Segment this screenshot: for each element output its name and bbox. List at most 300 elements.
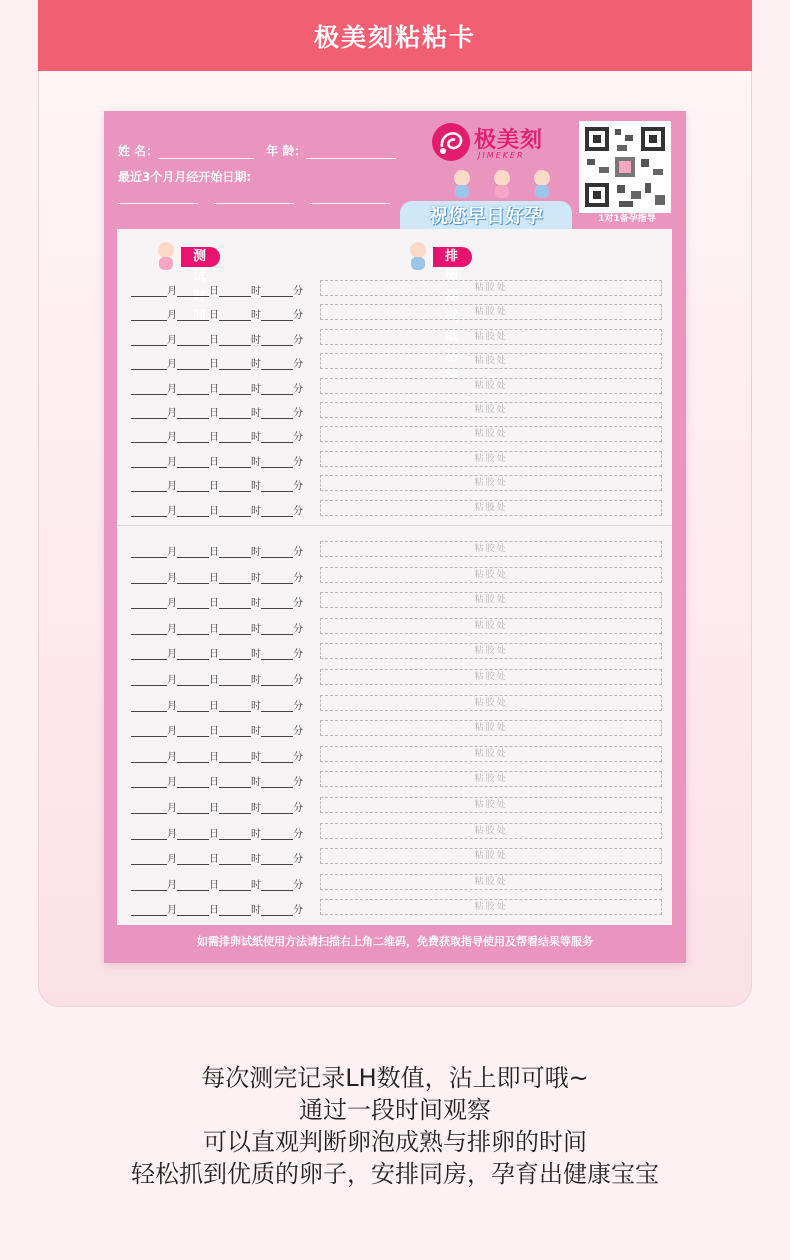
month-blank[interactable] <box>131 624 167 635</box>
month-unit: 月 <box>167 481 177 493</box>
baby-icon <box>153 241 179 271</box>
minute-blank[interactable] <box>261 286 293 297</box>
date-fill <box>131 476 303 492</box>
minute-unit: 分 <box>293 481 303 493</box>
paste-area[interactable]: 粘胶处 <box>320 567 662 583</box>
month-blank[interactable] <box>131 777 167 788</box>
hour-blank[interactable] <box>219 335 251 346</box>
minute-unit: 分 <box>293 777 303 789</box>
month-blank[interactable] <box>131 359 167 370</box>
minute-unit: 分 <box>293 334 303 346</box>
paste-area[interactable]: 粘胶处 <box>320 451 662 467</box>
table-row <box>117 824 672 842</box>
wish-text: 祝您早日好孕 <box>400 201 572 231</box>
minute-blank[interactable] <box>261 905 293 916</box>
date-fill <box>131 619 303 635</box>
day-unit: 日 <box>209 854 219 866</box>
month-blank[interactable] <box>131 408 167 419</box>
minute-blank[interactable] <box>261 752 293 763</box>
minute-blank[interactable] <box>261 573 293 584</box>
day-unit: 日 <box>209 598 219 610</box>
month-blank[interactable] <box>131 726 167 737</box>
day-unit: 日 <box>209 828 219 840</box>
qr-note: 1对1备孕指导 <box>598 214 656 224</box>
day-blank[interactable] <box>177 880 209 891</box>
date-fill <box>131 379 303 395</box>
month-unit: 月 <box>167 828 177 840</box>
minute-unit: 分 <box>293 547 303 558</box>
hour-unit: 时 <box>251 854 261 866</box>
paste-area[interactable]: 粘胶处 <box>320 280 662 296</box>
month-blank[interactable] <box>131 481 167 492</box>
day-blank[interactable] <box>177 481 209 492</box>
hour-unit: 时 <box>251 481 261 493</box>
minute-blank[interactable] <box>261 432 293 443</box>
table-row <box>117 476 672 494</box>
hour-unit: 时 <box>251 777 261 789</box>
table-row <box>117 568 672 586</box>
hour-blank[interactable] <box>219 598 251 609</box>
minute-unit: 分 <box>293 623 303 635</box>
paste-area[interactable]: 粘胶处 <box>320 592 662 608</box>
month-blank[interactable] <box>131 752 167 763</box>
day-unit: 日 <box>209 432 219 444</box>
hour-blank[interactable] <box>219 777 251 788</box>
minute-blank[interactable] <box>261 506 293 517</box>
hour-blank[interactable] <box>219 573 251 584</box>
month-unit: 月 <box>167 751 177 763</box>
month-blank[interactable] <box>131 905 167 916</box>
product-panel <box>38 0 752 1007</box>
day-blank[interactable] <box>177 726 209 737</box>
hour-blank[interactable] <box>219 624 251 635</box>
hour-unit: 时 <box>251 675 261 686</box>
minute-blank[interactable] <box>261 335 293 346</box>
month-unit: 月 <box>167 359 177 371</box>
hour-unit: 时 <box>251 505 261 517</box>
month-unit: 月 <box>167 334 177 346</box>
hour-blank[interactable] <box>219 649 251 660</box>
minute-blank[interactable] <box>261 726 293 737</box>
paste-area[interactable]: 粘胶处 <box>320 695 662 711</box>
col-paste-label: 排卵测试纸粘贴 <box>433 247 472 267</box>
hour-unit: 时 <box>251 383 261 395</box>
paste-area[interactable]: 粘胶处 <box>320 475 662 491</box>
hour-blank[interactable] <box>219 880 251 891</box>
day-blank[interactable] <box>177 675 209 686</box>
hour-blank[interactable] <box>219 286 251 297</box>
hour-unit: 时 <box>251 751 261 763</box>
day-unit: 日 <box>209 905 219 917</box>
minute-unit: 分 <box>293 359 303 371</box>
table-row <box>117 798 672 816</box>
minute-blank[interactable] <box>261 701 293 712</box>
day-blank[interactable] <box>177 335 209 346</box>
minute-blank[interactable] <box>261 777 293 788</box>
hour-blank[interactable] <box>219 701 251 712</box>
hour-blank[interactable] <box>219 905 251 916</box>
hour-unit: 时 <box>251 828 261 840</box>
day-unit: 日 <box>209 310 219 322</box>
day-blank[interactable] <box>177 506 209 517</box>
last-period-label: 最近3个月月经开始日期: <box>118 170 252 184</box>
minute-unit: 分 <box>293 675 303 686</box>
paste-area[interactable]: 粘胶处 <box>320 500 662 516</box>
table-row <box>117 501 672 519</box>
month-blank[interactable] <box>131 675 167 686</box>
banner-title: 极美刻粘粘卡 <box>38 0 752 71</box>
minute-unit: 分 <box>293 905 303 917</box>
date-fill <box>131 721 303 737</box>
date-fill <box>131 593 303 609</box>
date-fill <box>131 824 303 840</box>
day-blank[interactable] <box>177 547 209 558</box>
month-unit: 月 <box>167 505 177 517</box>
paste-area[interactable]: 粘胶处 <box>320 720 662 736</box>
date-fill <box>131 747 303 763</box>
paste-area[interactable]: 粘胶处 <box>320 329 662 345</box>
date-fill <box>131 330 303 346</box>
month-unit: 月 <box>167 649 177 661</box>
day-unit: 日 <box>209 334 219 346</box>
hour-unit: 时 <box>251 598 261 610</box>
paste-area[interactable]: 粘胶处 <box>320 304 662 320</box>
record-sheet <box>117 229 672 925</box>
table-row <box>117 305 672 323</box>
minute-unit: 分 <box>293 828 303 840</box>
day-blank[interactable] <box>177 829 209 840</box>
table-row <box>117 354 672 372</box>
brand-sub: JIMEKER <box>478 151 525 160</box>
month-blank[interactable] <box>131 506 167 517</box>
hour-blank[interactable] <box>219 506 251 517</box>
month-blank[interactable] <box>131 803 167 814</box>
date-fill <box>131 900 303 916</box>
table-row <box>117 542 672 560</box>
table-row <box>117 403 672 421</box>
hour-blank[interactable] <box>219 432 251 443</box>
month-blank[interactable] <box>131 880 167 891</box>
date-fill <box>131 696 303 712</box>
day-blank[interactable] <box>177 384 209 395</box>
hour-unit: 时 <box>251 286 261 297</box>
table-row <box>117 670 672 688</box>
month-unit: 月 <box>167 408 177 419</box>
month-blank[interactable] <box>131 432 167 443</box>
day-unit: 日 <box>209 700 219 712</box>
minute-unit: 分 <box>293 598 303 610</box>
day-unit: 日 <box>209 803 219 814</box>
minute-blank[interactable] <box>261 408 293 419</box>
date-fill <box>131 798 303 814</box>
month-blank[interactable] <box>131 573 167 584</box>
day-blank[interactable] <box>177 359 209 370</box>
hour-unit: 时 <box>251 726 261 738</box>
card-header <box>104 111 686 229</box>
day-blank[interactable] <box>177 701 209 712</box>
day-blank[interactable] <box>177 457 209 468</box>
table-row <box>117 772 672 790</box>
hour-unit: 时 <box>251 359 261 371</box>
minute-blank[interactable] <box>261 624 293 635</box>
day-unit: 日 <box>209 359 219 371</box>
minute-unit: 分 <box>293 649 303 661</box>
day-unit: 日 <box>209 481 219 493</box>
minute-blank[interactable] <box>261 457 293 468</box>
month-unit: 月 <box>167 286 177 297</box>
minute-unit: 分 <box>293 456 303 468</box>
paste-area[interactable]: 粘胶处 <box>320 848 662 864</box>
month-blank[interactable] <box>131 598 167 609</box>
day-unit: 日 <box>209 777 219 789</box>
minute-unit: 分 <box>293 700 303 712</box>
minute-unit: 分 <box>293 432 303 444</box>
logo-icon <box>430 121 472 163</box>
minute-unit: 分 <box>293 879 303 891</box>
minute-unit: 分 <box>293 310 303 322</box>
paste-area[interactable]: 粘胶处 <box>320 874 662 890</box>
day-blank[interactable] <box>177 408 209 419</box>
qr-code-icon <box>579 121 671 213</box>
hour-blank[interactable] <box>219 310 251 321</box>
month-blank[interactable] <box>131 335 167 346</box>
paste-area[interactable]: 粘胶处 <box>320 353 662 369</box>
month-unit: 月 <box>167 432 177 444</box>
month-blank[interactable] <box>131 310 167 321</box>
date-fill <box>131 670 303 686</box>
day-unit: 日 <box>209 726 219 738</box>
month-unit: 月 <box>167 598 177 610</box>
day-blank[interactable] <box>177 905 209 916</box>
minute-unit: 分 <box>293 383 303 395</box>
hour-blank[interactable] <box>219 829 251 840</box>
month-unit: 月 <box>167 383 177 395</box>
minute-blank[interactable] <box>261 803 293 814</box>
minute-blank[interactable] <box>261 598 293 609</box>
hour-blank[interactable] <box>219 803 251 814</box>
day-blank[interactable] <box>177 432 209 443</box>
minute-blank[interactable] <box>261 649 293 660</box>
brand-logo <box>430 121 580 163</box>
date-fill <box>131 452 303 468</box>
minute-unit: 分 <box>293 751 303 763</box>
minute-blank[interactable] <box>261 880 293 891</box>
baby-icon <box>442 167 562 201</box>
day-unit: 日 <box>209 505 219 517</box>
date-fill <box>131 875 303 891</box>
day-unit: 日 <box>209 675 219 686</box>
date-fill <box>131 849 303 865</box>
paste-area[interactable]: 粘胶处 <box>320 823 662 839</box>
hour-blank[interactable] <box>219 481 251 492</box>
date-fill <box>131 542 303 558</box>
month-blank[interactable] <box>131 701 167 712</box>
month-blank[interactable] <box>131 547 167 558</box>
date-fill <box>131 644 303 660</box>
day-unit: 日 <box>209 649 219 661</box>
month-blank[interactable] <box>131 829 167 840</box>
minute-blank[interactable] <box>261 481 293 492</box>
month-unit: 月 <box>167 675 177 686</box>
age-blank <box>306 146 396 159</box>
date-fill <box>131 281 303 297</box>
day-blank[interactable] <box>177 573 209 584</box>
table-row <box>117 427 672 445</box>
caption-line-3: 可以直观判断卵泡成熟与排卵的时间 <box>203 1128 587 1156</box>
caption-line-2: 通过一段时间观察 <box>299 1096 491 1124</box>
month-unit: 月 <box>167 905 177 917</box>
hour-unit: 时 <box>251 623 261 635</box>
period-blank-3 <box>310 203 390 204</box>
day-blank[interactable] <box>177 310 209 321</box>
age-label: 年 龄： <box>266 144 307 158</box>
paste-area[interactable]: 粘胶处 <box>320 402 662 418</box>
minute-blank[interactable] <box>261 310 293 321</box>
day-unit: 日 <box>209 408 219 419</box>
hour-blank[interactable] <box>219 547 251 558</box>
hour-blank[interactable] <box>219 854 251 865</box>
month-unit: 月 <box>167 879 177 891</box>
month-blank[interactable] <box>131 286 167 297</box>
hour-unit: 时 <box>251 700 261 712</box>
month-unit: 月 <box>167 726 177 738</box>
date-fill <box>131 501 303 517</box>
day-unit: 日 <box>209 547 219 558</box>
period-blanks <box>118 203 396 204</box>
day-unit: 日 <box>209 383 219 395</box>
minute-unit: 分 <box>293 286 303 297</box>
table-row <box>117 644 672 662</box>
month-unit: 月 <box>167 700 177 712</box>
month-blank[interactable] <box>131 649 167 660</box>
hour-unit: 时 <box>251 803 261 814</box>
paste-area[interactable]: 粘胶处 <box>320 541 662 557</box>
month-unit: 月 <box>167 623 177 635</box>
paste-area[interactable]: 粘胶处 <box>320 426 662 442</box>
day-unit: 日 <box>209 751 219 763</box>
month-unit: 月 <box>167 456 177 468</box>
paste-area[interactable]: 粘胶处 <box>320 618 662 634</box>
footer-note: 如需排卵试纸使用方法请扫描右上角二维码，免费获取指导使用及帮看结果等服务 <box>197 935 593 948</box>
table-row <box>117 696 672 714</box>
date-fill <box>131 427 303 443</box>
hour-blank[interactable] <box>219 384 251 395</box>
paste-area[interactable]: 粘胶处 <box>320 643 662 659</box>
day-blank[interactable] <box>177 854 209 865</box>
info-fields <box>118 139 396 204</box>
hour-unit: 时 <box>251 334 261 346</box>
minute-blank[interactable] <box>261 547 293 558</box>
paste-area[interactable]: 粘胶处 <box>320 797 662 813</box>
caption <box>0 1062 790 1190</box>
hour-blank[interactable] <box>219 752 251 763</box>
month-blank[interactable] <box>131 854 167 865</box>
hour-unit: 时 <box>251 456 261 468</box>
hour-unit: 时 <box>251 408 261 419</box>
minute-unit: 分 <box>293 803 303 814</box>
date-fill <box>131 568 303 584</box>
minute-blank[interactable] <box>261 675 293 686</box>
hour-unit: 时 <box>251 572 261 584</box>
hour-blank[interactable] <box>219 675 251 686</box>
minute-blank[interactable] <box>261 829 293 840</box>
hour-unit: 时 <box>251 879 261 891</box>
month-unit: 月 <box>167 854 177 866</box>
hour-blank[interactable] <box>219 408 251 419</box>
table-row <box>117 849 672 867</box>
hour-unit: 时 <box>251 649 261 661</box>
minute-blank[interactable] <box>261 854 293 865</box>
month-unit: 月 <box>167 547 177 558</box>
qr-code[interactable] <box>579 121 671 213</box>
name-blank <box>158 146 254 159</box>
month-unit: 月 <box>167 777 177 789</box>
period-blank-1 <box>118 203 198 204</box>
brand-name: 极美刻 <box>474 128 544 153</box>
caption-line-4: 轻松抓到优质的卵子，安排同房，孕育出健康宝宝 <box>131 1160 659 1188</box>
table-row <box>117 452 672 470</box>
table-row <box>117 379 672 397</box>
month-unit: 月 <box>167 310 177 322</box>
minute-unit: 分 <box>293 505 303 517</box>
minute-unit: 分 <box>293 854 303 866</box>
day-unit: 日 <box>209 572 219 584</box>
hour-blank[interactable] <box>219 457 251 468</box>
fold-line <box>117 525 672 526</box>
day-unit: 日 <box>209 879 219 891</box>
day-blank[interactable] <box>177 752 209 763</box>
day-unit: 日 <box>209 456 219 468</box>
caption-line-1: 每次测完记录LH数值，沾上即可哦~ <box>201 1064 589 1092</box>
paste-area[interactable]: 粘胶处 <box>320 899 662 915</box>
day-blank[interactable] <box>177 598 209 609</box>
minute-unit: 分 <box>293 726 303 738</box>
month-blank[interactable] <box>131 457 167 468</box>
table-row <box>117 747 672 765</box>
paste-area[interactable]: 粘胶处 <box>320 669 662 685</box>
minute-unit: 分 <box>293 408 303 419</box>
day-blank[interactable] <box>177 649 209 660</box>
table-row <box>117 593 672 611</box>
table-row <box>117 281 672 299</box>
day-unit: 日 <box>209 623 219 635</box>
hour-blank[interactable] <box>219 726 251 737</box>
hour-blank[interactable] <box>219 359 251 370</box>
sticker-card <box>104 111 686 963</box>
table-row <box>117 619 672 637</box>
hour-unit: 时 <box>251 432 261 444</box>
table-row <box>117 875 672 893</box>
period-blank-2 <box>214 203 294 204</box>
month-unit: 月 <box>167 803 177 814</box>
col-time-label: 测试时间 <box>181 247 220 267</box>
month-unit: 月 <box>167 572 177 584</box>
minute-blank[interactable] <box>261 384 293 395</box>
paste-area[interactable]: 粘胶处 <box>320 771 662 787</box>
paste-area[interactable]: 粘胶处 <box>320 746 662 762</box>
month-blank[interactable] <box>131 384 167 395</box>
baby-icon <box>405 241 431 271</box>
paste-area[interactable]: 粘胶处 <box>320 378 662 394</box>
minute-blank[interactable] <box>261 359 293 370</box>
table-row <box>117 900 672 918</box>
day-blank[interactable] <box>177 803 209 814</box>
day-blank[interactable] <box>177 777 209 788</box>
table-row <box>117 721 672 739</box>
day-blank[interactable] <box>177 286 209 297</box>
date-fill <box>131 354 303 370</box>
day-blank[interactable] <box>177 624 209 635</box>
